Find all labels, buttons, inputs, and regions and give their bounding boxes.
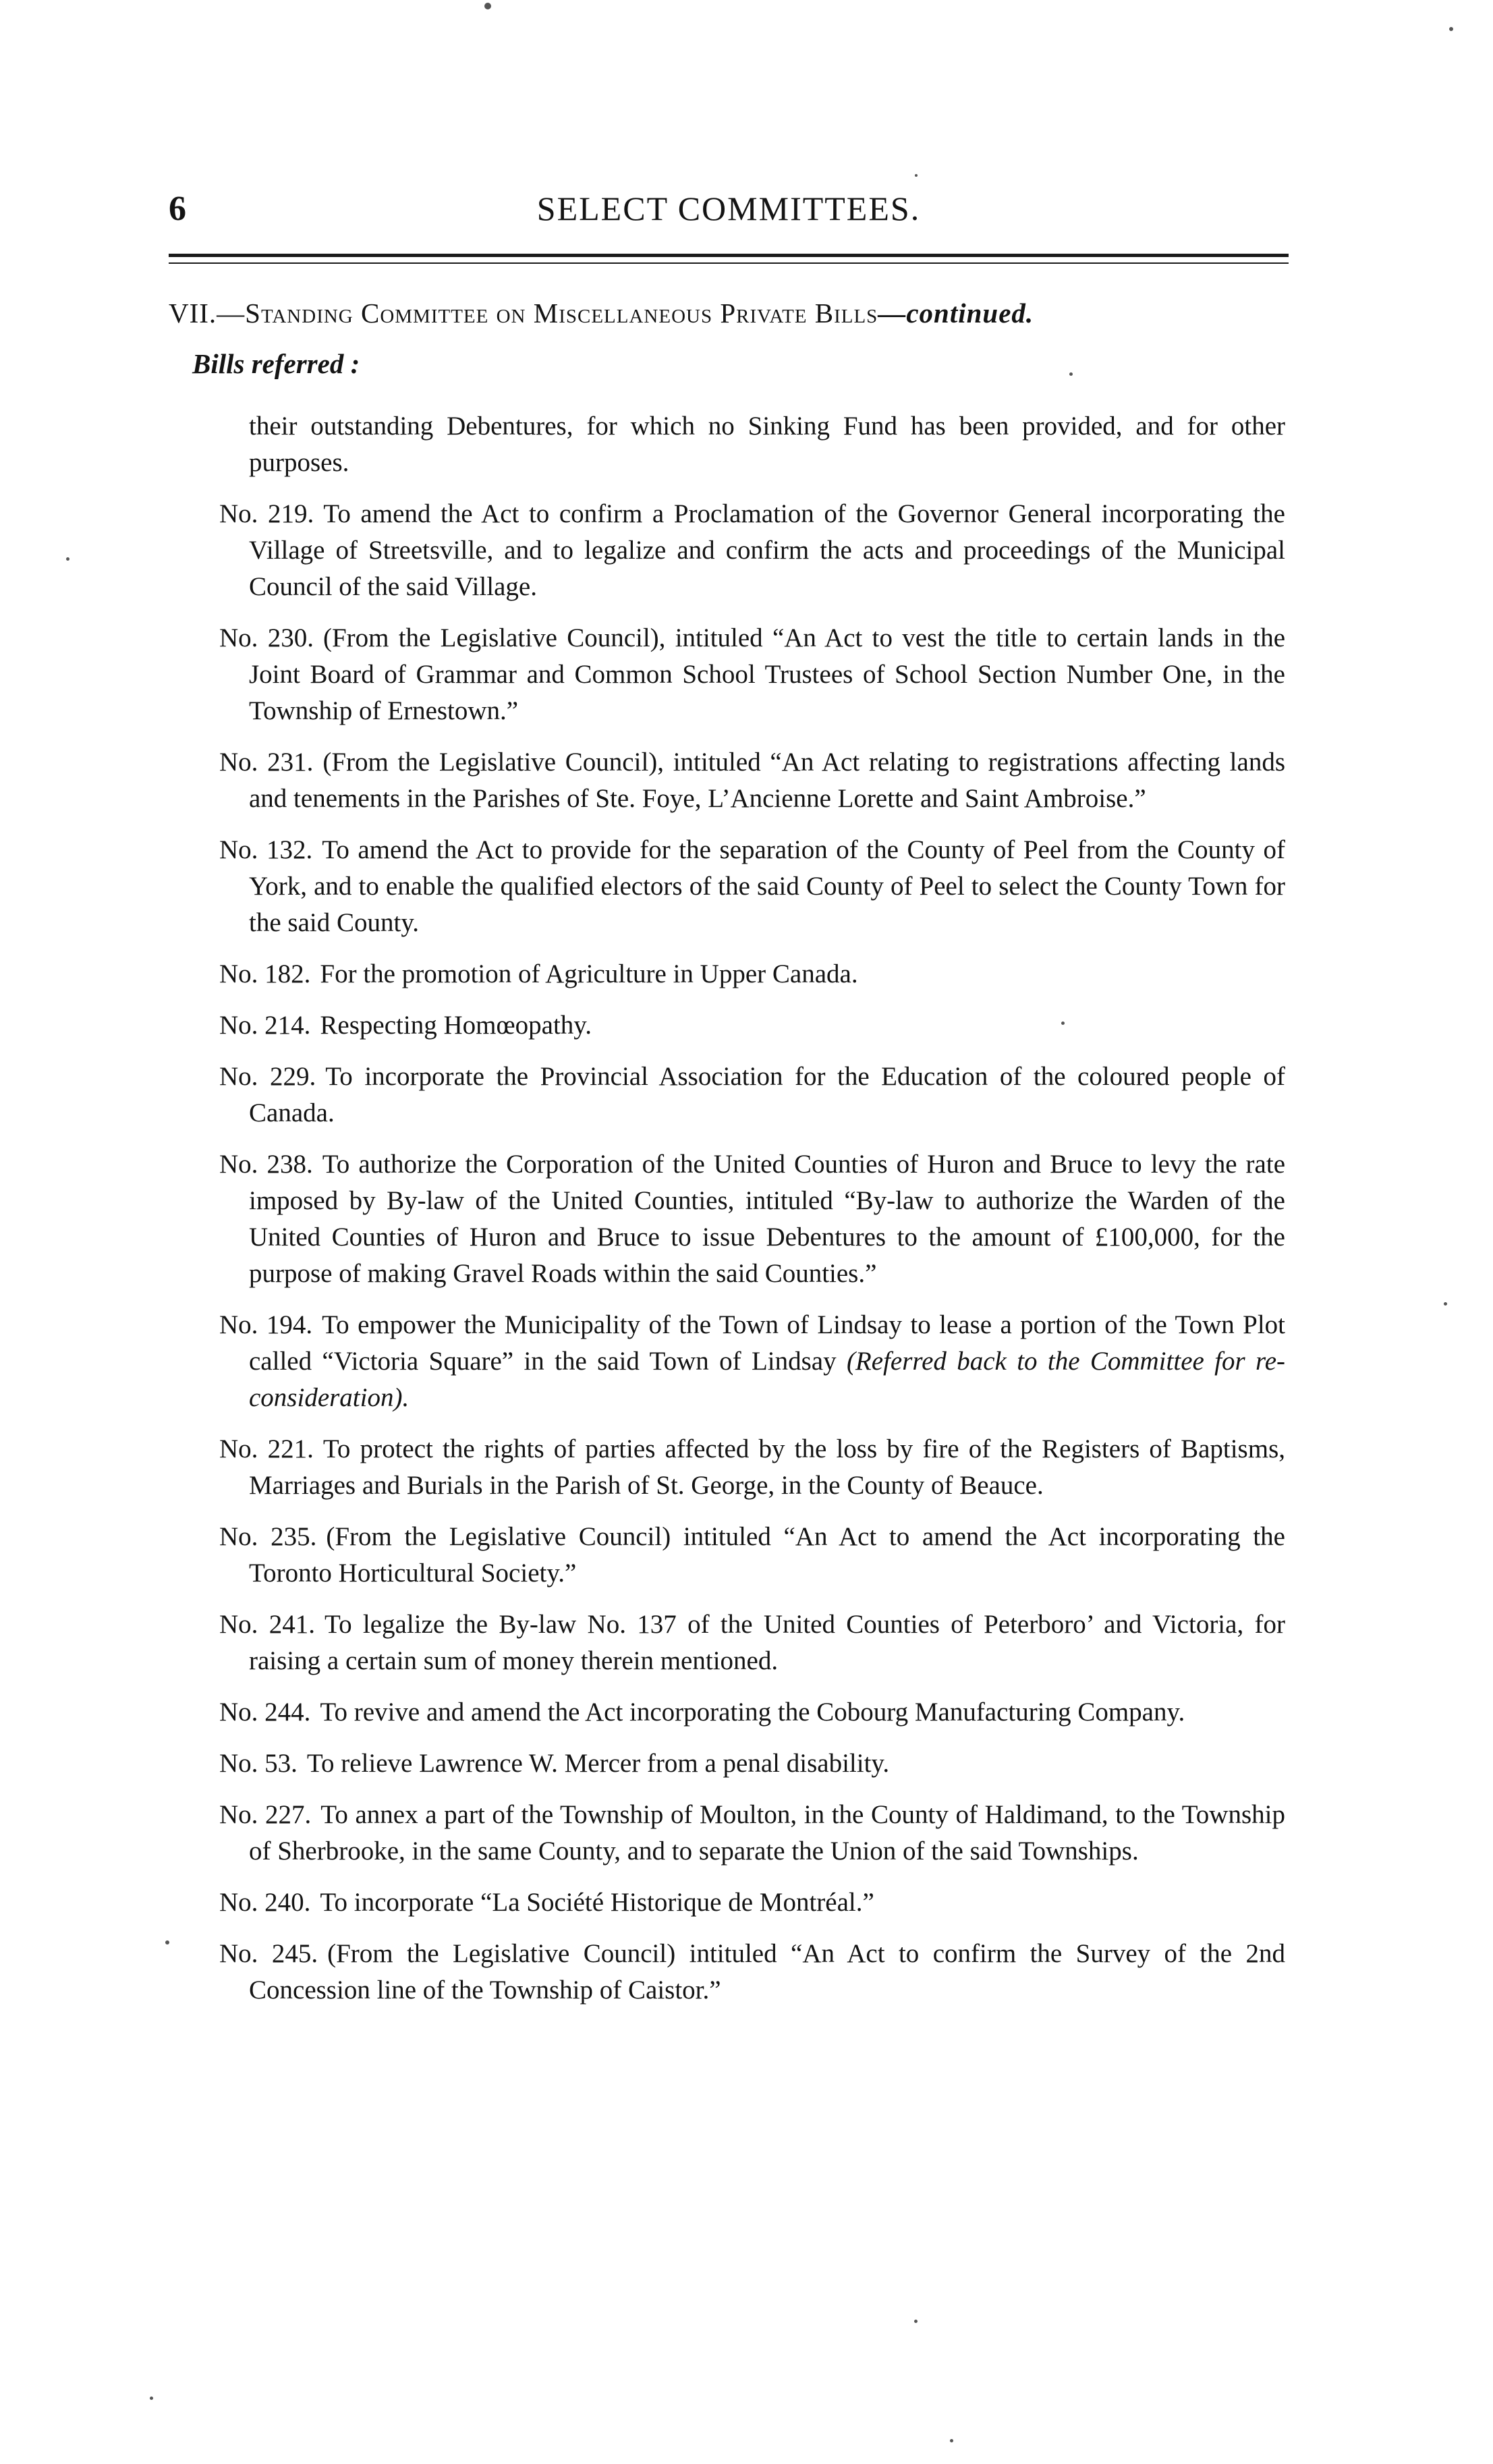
- bill-description: To incorporate “La Société Historique de Montréal.”: [320, 1888, 874, 1917]
- bill-entry: [219, 1936, 1285, 2009]
- scan-speck: [1444, 1302, 1447, 1306]
- scan-speck: [66, 557, 69, 561]
- bill-entry: [219, 832, 1285, 941]
- bill-description: To annex a part of the Township of Moulton, in the County of Haldimand, to the Township of Sherbrooke, in the same County, and to separate the Union of the said Townships.: [249, 1800, 1285, 1866]
- continued-label: —continued.: [878, 298, 1034, 329]
- bill-entry: [219, 496, 1285, 605]
- bill-description: To protect the rights of parties affected by the loss by fire of the Registers of Baptisms, Marriages and Burials in the Parish of St. George, in the County of Beauce.: [249, 1434, 1285, 1500]
- bill-number: No. 230.: [219, 623, 314, 652]
- scan-speck: [950, 2439, 953, 2442]
- bill-number: No. 194.: [219, 1310, 313, 1339]
- scan-speck: [1069, 372, 1073, 376]
- scan-speck: [165, 1940, 169, 1944]
- bill-number: No. 214.: [219, 1011, 311, 1040]
- scan-speck: [150, 2397, 153, 2400]
- bill-description: To legalize the By-law No. 137 of the United Counties of Peterboro’ and Victoria, for raising a certain sum of money therein mentioned.: [249, 1610, 1285, 1675]
- bill-entry: [219, 1307, 1285, 1416]
- bill-description: To amend the Act to provide for the separation of the County of Peel from the County of York, and to enable the qualified electors of the said County of Peel to select the County Town for the said County.: [249, 835, 1286, 937]
- bill-entry: [219, 1606, 1285, 1679]
- bill-entry: [219, 1431, 1285, 1504]
- bill-number: No. 241.: [219, 1610, 315, 1639]
- bill-description: (From the Legislative Council), intituled “An Act relating to registrations affecting lands and tenements in the Parishes of Ste. Foye, L’Ancienne Lorette and Saint Ambroise.”: [249, 748, 1285, 813]
- scan-speck: [914, 2320, 918, 2323]
- bill-description: For the promotion of Agriculture in Upper Canada.: [320, 959, 858, 988]
- scan-speck: [1449, 27, 1453, 31]
- bill-description: To relieve Lawrence W. Mercer from a penal disability.: [306, 1749, 890, 1778]
- bill-number: No. 229.: [219, 1062, 316, 1091]
- bill-number: No. 238.: [219, 1150, 313, 1179]
- bill-number: No. 132.: [219, 835, 313, 864]
- bill-entry: [219, 1797, 1285, 1870]
- bill-number: No. 244.: [219, 1698, 311, 1727]
- bill-number: No. 221.: [219, 1434, 314, 1463]
- bill-number: No. 231.: [219, 748, 314, 777]
- bills-list: [219, 408, 1285, 2023]
- bill-description: (From the Legislative Council), intituled “An Act to vest the title to certain lands in the Joint Board of Grammar and Common School Trustees of School Section Number One, in the Township of Ernestown.”: [249, 623, 1286, 725]
- bill-description: (From the Legislative Council) intituled “An Act to amend the Act incorporating the Toronto Horticultural Society.”: [249, 1522, 1285, 1588]
- bill-entry: [219, 1007, 1285, 1044]
- bills-referred-subheading: Bills referred :: [192, 348, 360, 379]
- bill-description: To amend the Act to confirm a Proclamation of the Governor General incorporating the Village of Streetsville, and to legalize and confirm the acts and proceedings of the Municipal Council of the said Village.: [249, 499, 1285, 601]
- bill-entry: [219, 1694, 1285, 1731]
- bill-entries: [219, 496, 1285, 2009]
- bill-description: To incorporate the Provincial Association for the Education of the coloured people of Canada.: [249, 1062, 1285, 1127]
- bill-entry: [219, 620, 1285, 729]
- bill-entry: [219, 1884, 1285, 1921]
- bill-description: To empower the Municipality of the Town of Lindsay to lease a portion of the Town Plot called “Victoria Square” in the said Town of Lindsay: [249, 1310, 1286, 1376]
- header-rule-thin: [169, 262, 1289, 264]
- bill-entry: [219, 956, 1285, 992]
- bill-entry: [219, 1745, 1285, 1782]
- bill-number: No. 240.: [219, 1888, 311, 1917]
- bill-description: To revive and amend the Act incorporating the Cobourg Manufacturing Company.: [320, 1698, 1185, 1727]
- section-heading: [169, 297, 1289, 329]
- bill-entry: [219, 744, 1285, 817]
- bill-number: No. 53.: [219, 1749, 298, 1778]
- scan-speck: [484, 3, 491, 9]
- bill-entry: [219, 1519, 1285, 1592]
- bill-number: No. 245.: [219, 1939, 318, 1968]
- bill-description: To authorize the Corporation of the United Counties of Huron and Bruce to levy the rate imposed by By-law of the United Counties, intituled “By-law to authorize the Warden of the United Counties of Huron and Bruce to issue Debentures to the amount of £100,000, for the purpose of making Gravel Roads within the said Counties.”: [249, 1150, 1286, 1288]
- bill-number: No. 227.: [219, 1800, 312, 1829]
- bill-description: (From the Legislative Council) intituled “An Act to confirm the Survey of the 2nd Concession line of the Township of Caistor.”: [249, 1939, 1285, 2005]
- bill-entry: [219, 1059, 1285, 1131]
- bill-number: No. 182.: [219, 959, 311, 988]
- scan-speck: [915, 174, 918, 177]
- running-title: SELECT COMMITTEES.: [536, 190, 921, 227]
- section-numeral: VII.—: [169, 298, 246, 329]
- bill-note: (Referred back to the Committee for re-consideration).: [249, 1347, 1286, 1412]
- bill-number: No. 235.: [219, 1522, 317, 1551]
- page-number: 6: [169, 190, 186, 228]
- bill-description: Respecting Homœopathy.: [320, 1011, 592, 1040]
- scan-speck: [1061, 1021, 1065, 1025]
- continuation-text: their outstanding Debentures, for which no Sinking Fund has been provided, and for other purposes.: [249, 412, 1285, 477]
- header-rule-thick: [169, 254, 1289, 257]
- section-title: Standing Committee on Miscellaneous Private Bills: [245, 298, 878, 329]
- bill-number: No. 219.: [219, 499, 314, 528]
- page-header: [169, 189, 1289, 243]
- bill-entry: [219, 1146, 1285, 1292]
